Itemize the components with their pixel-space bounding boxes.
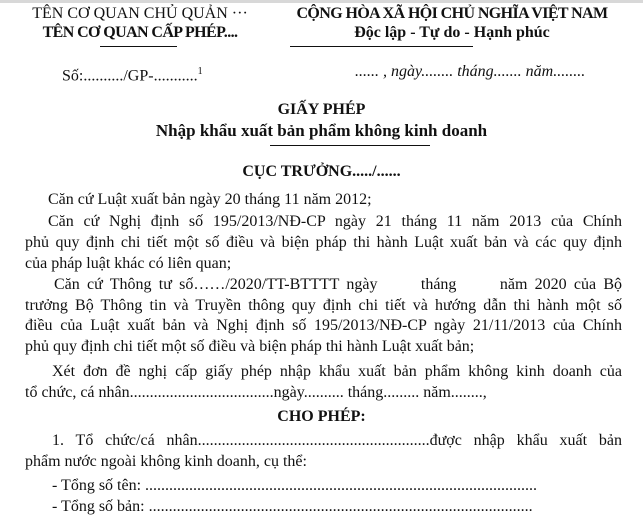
application-line: Xét đơn đề nghị cấp giấy phép nhập khẩu xuất bản phẩm không kinh doanh của: [52, 363, 622, 380]
item-1-line: 1. Tổ chức/cá nhân..........................................................được nhập khẩu xuất bản: [52, 432, 622, 449]
document-title: GIẤY PHÉP: [277, 101, 366, 118]
issuing-agency-name: TÊN CƠ QUAN CẤP PHÉP....: [42, 24, 238, 41]
basis-circular-line: điều của Luật xuất bản và Nghị định số 195/2013/NĐ-CP ngày 21/11/2013 của Chính: [25, 317, 622, 334]
number-text: Số:........../GP-...........: [62, 67, 198, 85]
basis-circular-line: trưởng Bộ Thông tin và Truyền thông quy định chi tiết và hướng dẫn thi hành một số: [25, 297, 622, 314]
application-line: tổ chức, cá nhân....................................ngày.......... tháng......... năm........,: [25, 384, 487, 401]
country-name: CỘNG HÒA XÃ HỘI CHỦ NGHĨA VIỆT NAM: [296, 5, 608, 22]
basis-law: Căn cứ Luật xuất bản ngày 20 tháng 11 năm 2012;: [48, 191, 372, 208]
title-divider: [270, 145, 430, 146]
date-line: ...... , ngày........ tháng....... năm........: [355, 63, 586, 80]
basis-circular-line: Căn cứ Thông tư số……/2020/TT-BTTTT ngày tháng năm 2020 của Bộ: [54, 276, 622, 293]
parent-agency-name: TÊN CƠ QUAN CHỦ QUẢN ···: [32, 5, 248, 22]
item-1-line: phẩm nước ngoài không kinh doanh, cụ thể:: [25, 453, 307, 470]
basis-decree-line: phủ quy định chi tiết một số điều và biện pháp thi hành Luật xuất bản và các quy định: [25, 234, 622, 251]
right-divider: [290, 46, 473, 47]
authority-title: CỤC TRƯỞNG...../......: [242, 163, 401, 180]
basis-circular-line: phủ quy định chi tiết một số điều và biện pháp thi hành Luật xuất bản;: [25, 338, 475, 355]
total-copies-field: - Tổng số bản: ................................................................................................: [52, 498, 533, 515]
document-number: [62, 62, 203, 86]
section-heading: CHO PHÉP:: [277, 408, 366, 425]
motto: Độc lập - Tự do - Hạnh phúc: [354, 24, 550, 41]
footnote-mark: 1: [197, 66, 203, 77]
basis-decree-line: Căn cứ Nghị định số 195/2013/NĐ-CP ngày 21 tháng 11 năm 2013 của Chính: [48, 213, 622, 230]
left-divider: [100, 46, 177, 47]
top-toolbar-edge: [0, 0, 643, 3]
basis-decree-line: của pháp luật khác có liên quan;: [25, 255, 232, 272]
total-titles-field: - Tổng số tên: ..................................................................................................: [52, 477, 538, 494]
document-subtitle: Nhập khẩu xuất bản phẩm không kinh doanh: [155, 121, 488, 140]
